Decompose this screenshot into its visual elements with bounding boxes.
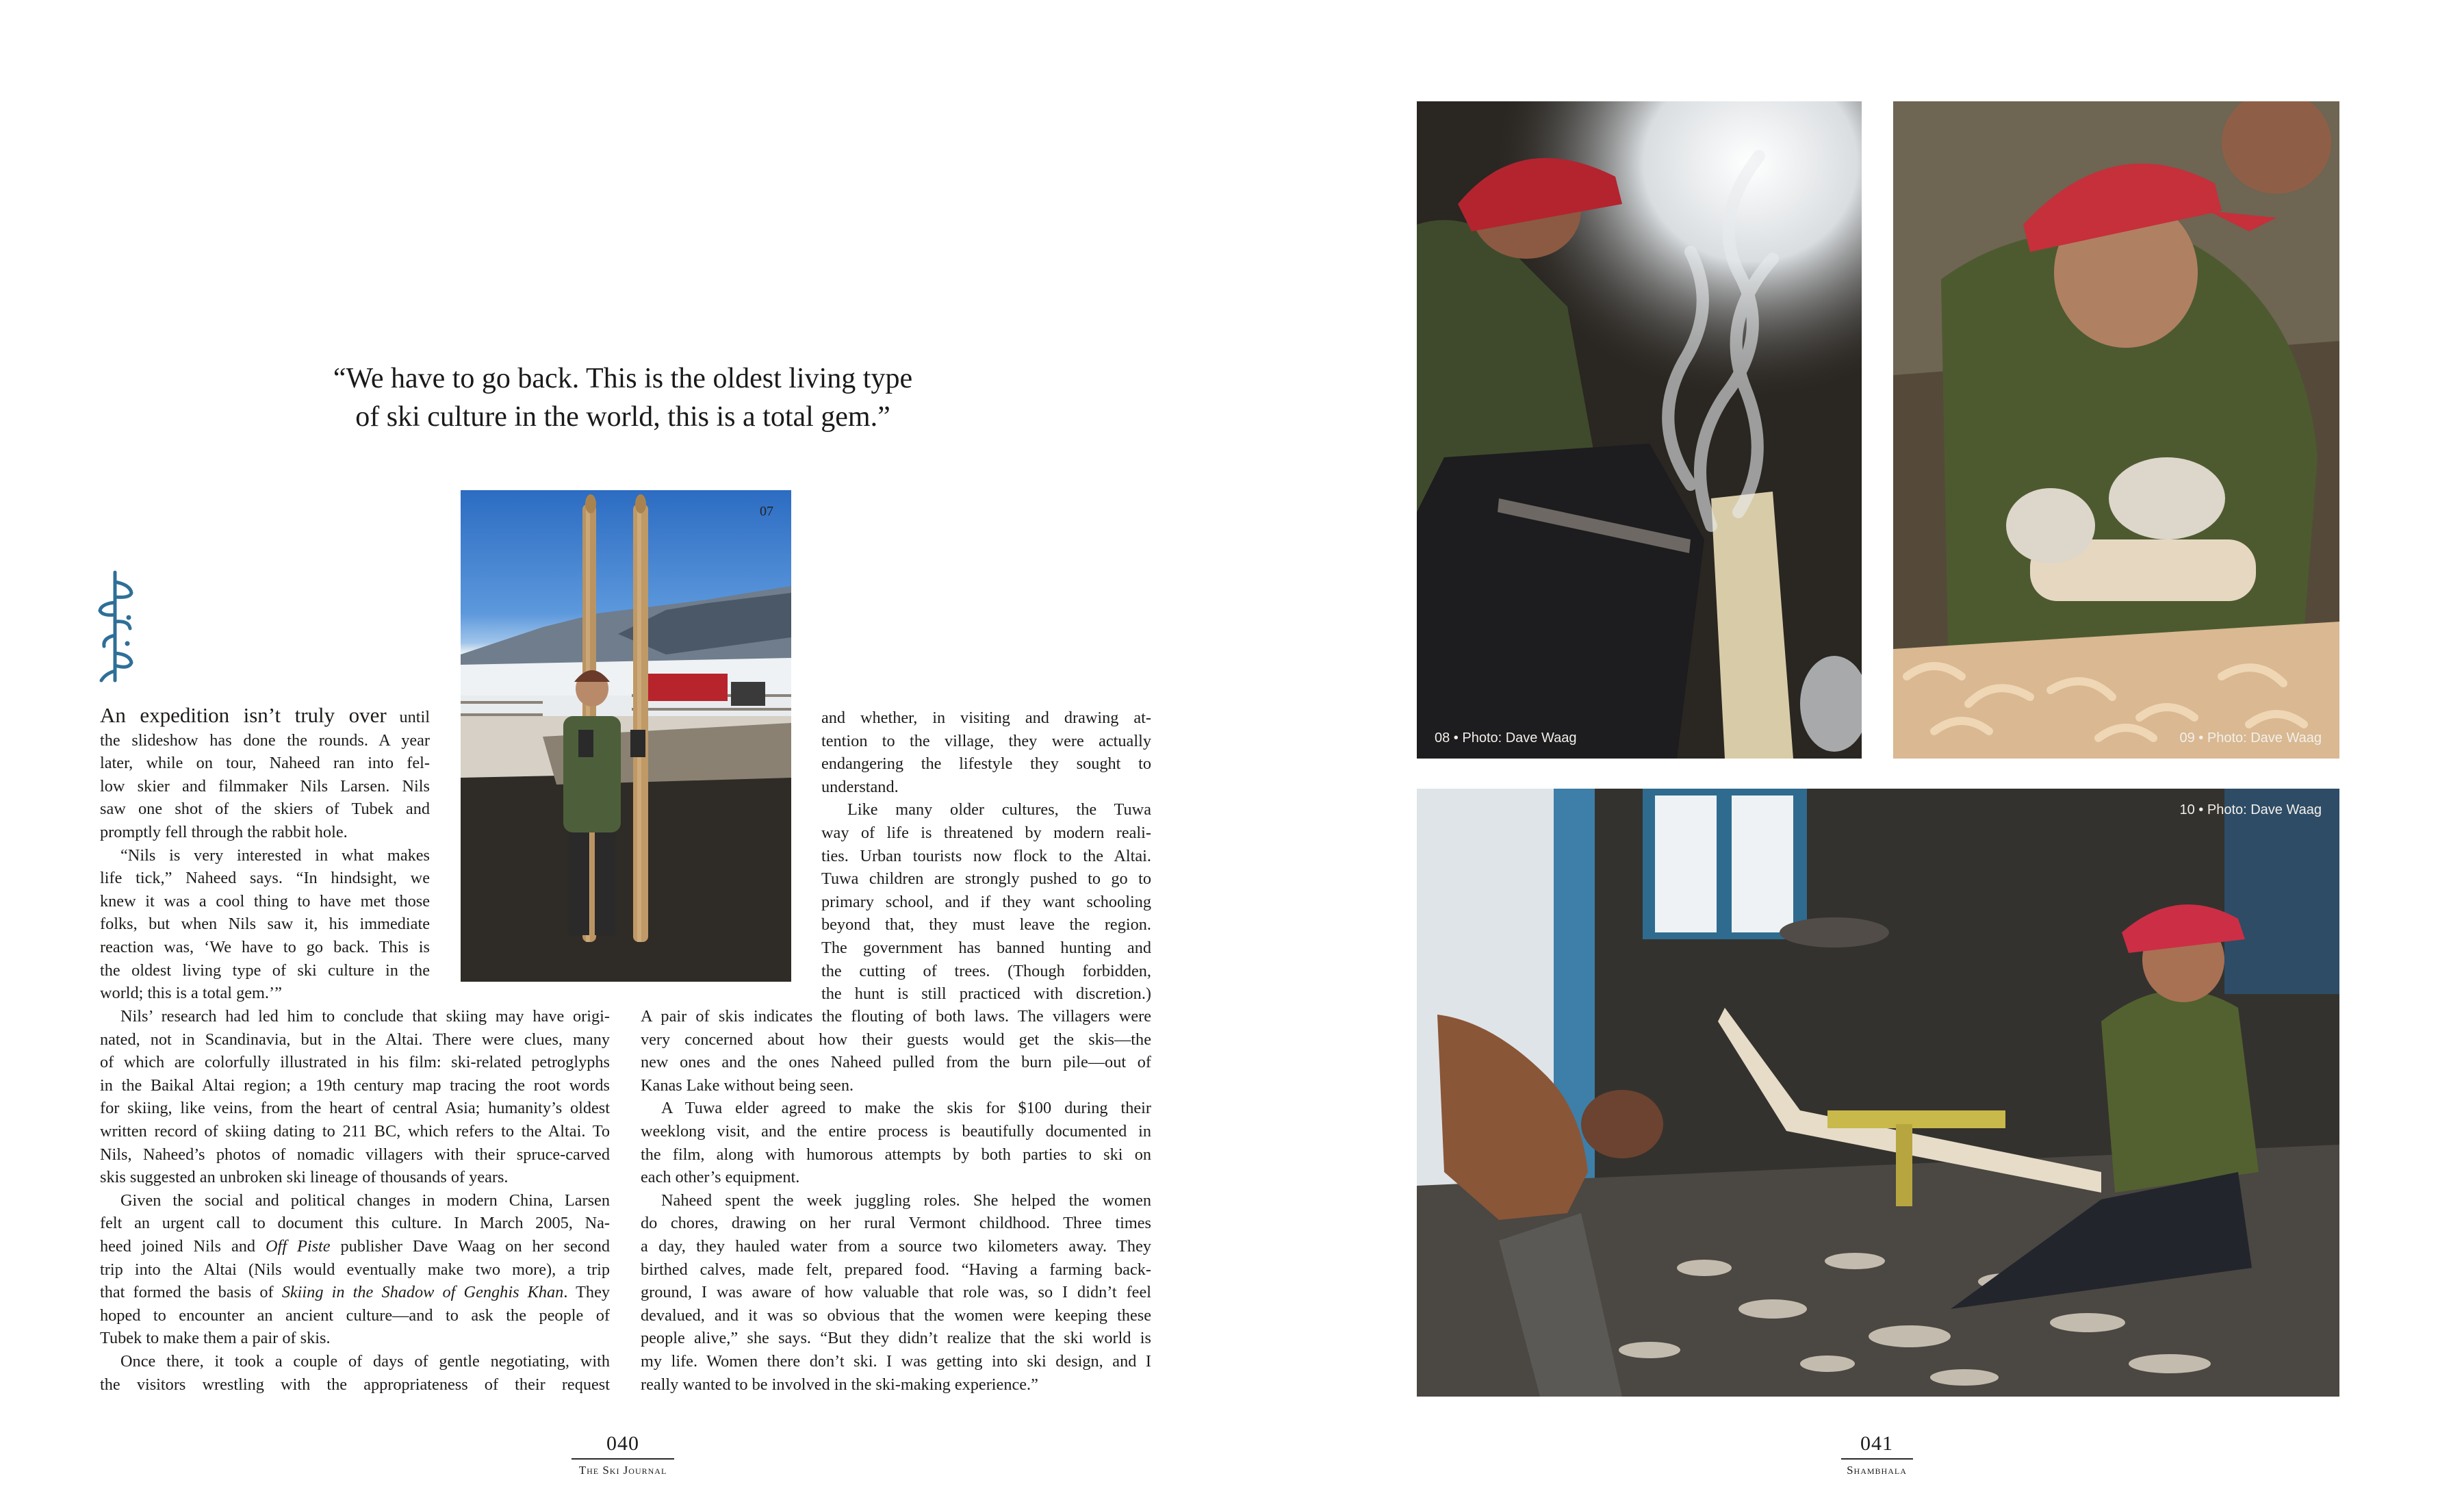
body-line-lead: An expedition isn’t truly over until — [100, 703, 430, 727]
body-line: devalued, and it was so obvious that the women were keeping these — [641, 1306, 1151, 1325]
body-line: the cutting of trees. (Though forbidden, — [821, 961, 1151, 980]
body-line: a day, they hauled water from a source two kilometers away. They — [641, 1236, 1151, 1256]
publication-name: The Ski Journal — [578, 1464, 667, 1477]
pull-quote-line-2: of ski culture in the world, this is a total gem.” — [355, 401, 890, 433]
body-column-1 — [100, 704, 430, 1005]
body-line: understand. — [821, 777, 899, 796]
body-line: trip into the Altai (Nils would eventually make two more), a trip — [100, 1260, 610, 1279]
body-line: birthed calves, made felt, prepared food. “Having a farming back- — [641, 1260, 1151, 1279]
body-line: The government has banned hunting and — [821, 938, 1151, 957]
pull-quote-line-1: “We have to go back. This is the oldest living type — [333, 363, 913, 394]
body-line: way of life is threatened by modern reali- — [821, 823, 1151, 842]
body-line: tention to the village, they were actually — [821, 731, 1151, 750]
body-column-4 — [641, 1005, 1151, 1396]
body-line: do chores, drawing on her rural Vermont childhood. Three times — [641, 1214, 1151, 1233]
body-line: really wanted to be involved in the ski-making experience.” — [641, 1375, 1038, 1394]
body-line: Once there, it took a couple of days of gentle negotiating, with — [120, 1351, 610, 1371]
body-line: the visitors wrestling with the appropriateness of their request — [100, 1375, 610, 1394]
folio-right — [1801, 1432, 1952, 1477]
photo-09-caption: 09 • Photo: Dave Waag — [2179, 730, 2322, 746]
body-line: beyond that, they must leave the region. — [821, 915, 1151, 934]
body-line: reaction was, ‘We have to go back. This is — [100, 937, 430, 956]
body-line: knew it was a cool thing to have met those — [100, 891, 430, 911]
body-line: life tick,” Naheed says. “In hindsight, we — [100, 869, 430, 888]
body-line: each other’s equipment. — [641, 1168, 800, 1187]
body-line: new ones and the ones Naheed pulled from the burn pile—out of — [641, 1053, 1151, 1072]
body-line: my life. Women there don’t ski. I was getting into ski design, and I — [641, 1351, 1151, 1371]
photo-10-carving-ski-goat — [1417, 789, 2339, 1397]
body-line: the hunt is still practiced with discretion.) — [821, 984, 1151, 1004]
italic-title-off-piste: Off Piste — [265, 1236, 331, 1256]
body-column-3 — [821, 707, 1151, 1006]
body-line: saw one shot of the skiers of Tubek and — [100, 800, 430, 819]
body-line: people alive,” she says. “But they didn’t realize that the ski world is — [641, 1329, 1151, 1348]
body-line: Kanas Lake without being seen. — [641, 1076, 854, 1095]
body-line: Nils’ research had led him to conclude that skiing may have origi- — [120, 1007, 610, 1026]
body-line: Tubek to make them a pair of skis. — [100, 1329, 331, 1348]
folio-rule — [1841, 1458, 1913, 1460]
body-line: Like many older cultures, the Tuwa — [847, 800, 1151, 819]
body-line: in the Baikal Altai region; a 19th century map tracing the root words — [100, 1076, 610, 1095]
folio-rule — [572, 1458, 674, 1460]
pull-quote — [246, 359, 999, 436]
body-line: low skier and filmmaker Nils Larsen. Nils — [100, 776, 430, 796]
body-line: Given the social and political changes in modern China, Larsen — [120, 1191, 610, 1210]
body-line: world; this is a total gem.’” — [100, 984, 282, 1003]
folio-left — [548, 1432, 698, 1477]
body-line: promptly fell through the rabbit hole. — [100, 822, 348, 841]
body-line: written record of skiing dating to 211 BC, which refers to the Altai. To — [100, 1121, 610, 1141]
body-line: skis suggested an unbroken ski lineage of thousands of years. — [100, 1168, 509, 1187]
body-line: weeklong visit, and the entire process is beautifully documented in — [641, 1121, 1151, 1141]
section-name: Shambhala — [1847, 1464, 1907, 1477]
body-line: endangering the lifestyle they sought to — [821, 754, 1151, 774]
photo-10-caption: 10 • Photo: Dave Waag — [2179, 802, 2322, 817]
body-line: hoped to encounter an ancient culture—and to ask the people of — [100, 1306, 610, 1325]
italic-film-title: Skiing in the Shadow of Genghis Khan — [281, 1283, 564, 1302]
body-line: felt an urgent call to document this culture. In March 2005, Na- — [100, 1214, 610, 1233]
body-line: the slideshow has done the rounds. A year — [100, 730, 430, 750]
body-line: and whether, in visiting and drawing at- — [821, 709, 1151, 727]
body-line: very concerned about how their guests would get the skis—the — [641, 1030, 1151, 1049]
photo-09-shaving-wood — [1893, 101, 2339, 759]
body-line: Tuwa children are strongly pushed to go to — [821, 869, 1151, 889]
page-number-right: 041 — [1860, 1432, 1893, 1455]
mongolian-script-graphic — [88, 568, 142, 685]
photo-08-caption: 08 • Photo: Dave Waag — [1435, 730, 1577, 746]
body-line: A Tuwa elder agreed to make the skis for $100 during their — [661, 1099, 1151, 1118]
body-line: nated, not in Scandinavia, but in the Altai. There were clues, many — [100, 1030, 610, 1049]
body-line: later, while on tour, Naheed ran into fel- — [100, 754, 430, 773]
body-line: A pair of skis indicates the flouting of both laws. The villagers were — [641, 1007, 1151, 1026]
body-line: folks, but when Nils saw it, his immediate — [100, 915, 430, 934]
body-line: of which are colorfully illustrated in his film: ski-related petroglyphs — [100, 1053, 610, 1072]
body-line: primary school, and if they want schooling — [821, 892, 1151, 911]
body-line: Nils, Naheed’s photos of nomadic villagers with their spruce-carved — [100, 1145, 610, 1164]
body-line: “Nils is very interested in what makes — [120, 845, 430, 865]
body-column-2 — [100, 1005, 610, 1396]
photo-07-man-with-skis — [461, 490, 791, 982]
body-line: heed joined Nils and Off Piste publisher Dave Waag on her second — [100, 1236, 610, 1256]
lead-in: An expedition isn’t truly over — [100, 703, 387, 727]
body-line: the oldest living type of ski culture in the — [100, 960, 430, 980]
body-line: the film, along with humorous attempts by both parties to ski on — [641, 1145, 1151, 1164]
body-line: ties. Urban tourists now flock to the Altai. — [821, 846, 1151, 865]
body-line: that formed the basis of Skiing in the Shadow of Genghis Khan. They — [100, 1283, 610, 1302]
body-line: for skiing, like veins, from the heart of central Asia; humanity’s oldest — [100, 1099, 610, 1118]
photo-08-carving-smoke — [1417, 101, 1862, 759]
page-number-left: 040 — [606, 1432, 639, 1455]
body-line: Naheed spent the week juggling roles. She helped the women — [661, 1191, 1151, 1210]
photo-07-label: 07 — [760, 504, 773, 519]
body-line: ground, I was aware of how valuable that role was, so I didn’t feel — [641, 1283, 1151, 1302]
